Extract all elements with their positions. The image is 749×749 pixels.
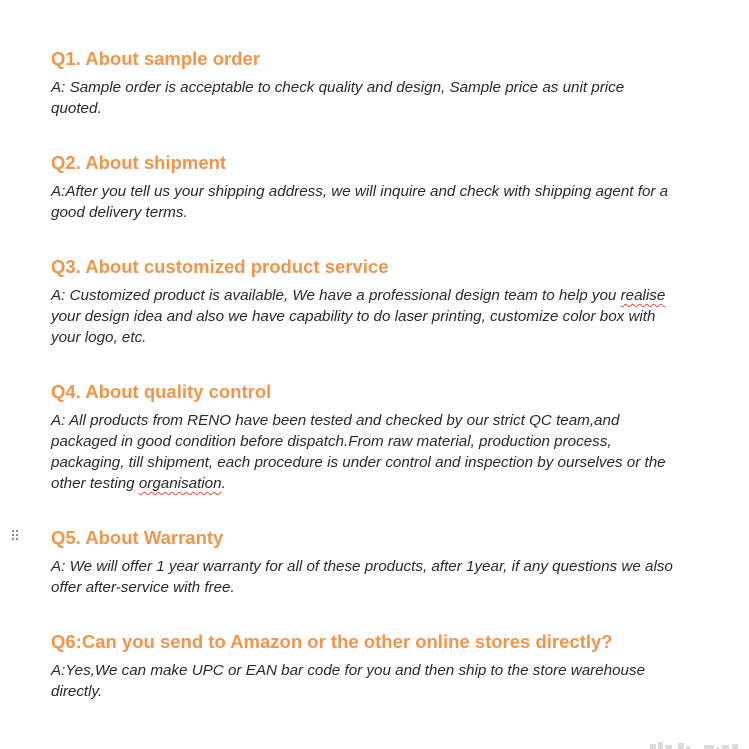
spellcheck-flagged-word[interactable]: realise: [620, 287, 666, 304]
faq-item-shipment: [51, 152, 711, 223]
faq-answer: [51, 556, 711, 598]
answer-line: A: Customized product is available, We have a professional design team to help you: [51, 287, 621, 304]
answer-line: directly.: [51, 683, 103, 700]
answer-line: good delivery terms.: [51, 204, 188, 221]
faq-question: Q5. About Warranty: [51, 527, 224, 548]
answer-line: offer after-service with free.: [51, 579, 235, 596]
faq-answer: [51, 285, 711, 348]
answer-line: quoted.: [51, 100, 102, 117]
answer-line: A: We will offer 1 year warranty for all of these products, after 1year, if any questions we also: [51, 558, 673, 575]
faq-answer: [51, 660, 711, 702]
drag-handle-icon[interactable]: ⠿: [10, 529, 20, 545]
faq-question: Q1. About sample order: [51, 48, 261, 69]
faq-question: Q2. About shipment: [51, 152, 227, 173]
answer-line: other testing: [51, 475, 139, 492]
answer-line: .: [221, 475, 226, 492]
answer-line: A:After you tell us your shipping address, we will inquire and check with shipping agent for a: [51, 183, 669, 200]
answer-line: A: All products from RENO have been tested and checked by our strict QC team,and: [51, 412, 620, 429]
faq-question: Q6:Can you send to Amazon or the other online stores directly?: [51, 631, 613, 652]
faq-item-sample-order: [51, 48, 711, 119]
faq-answer: [51, 181, 711, 223]
answer-line: A: Sample order is acceptable to check quality and design, Sample price as unit price: [51, 79, 625, 96]
faq-item-quality-control: [51, 381, 711, 494]
faq-item-customized-product: [51, 256, 711, 348]
faq-question: Q3. About customized product service: [51, 256, 389, 277]
faq-item-warranty: [51, 527, 711, 598]
faq-answer: [51, 77, 711, 119]
answer-line: packaged in good condition before dispatch.From raw material, production process,: [51, 433, 612, 450]
watermark-graphic: [648, 741, 748, 749]
watermark: [648, 738, 748, 749]
answer-line: packaging, till shipment, each procedure is under control and inspection by ourselves or the: [51, 454, 666, 471]
answer-line: your logo, etc.: [51, 329, 147, 346]
faq-answer: [51, 410, 711, 494]
faq-item-online-stores: [51, 631, 711, 702]
faq-question: Q4. About quality control: [51, 381, 272, 402]
answer-line: A:Yes,We can make UPC or EAN bar code for you and then ship to the store warehouse: [51, 662, 646, 679]
answer-line: your design idea and also we have capability to do laser printing, customize color box with: [51, 308, 656, 325]
spellcheck-flagged-word[interactable]: organisation: [138, 475, 222, 492]
